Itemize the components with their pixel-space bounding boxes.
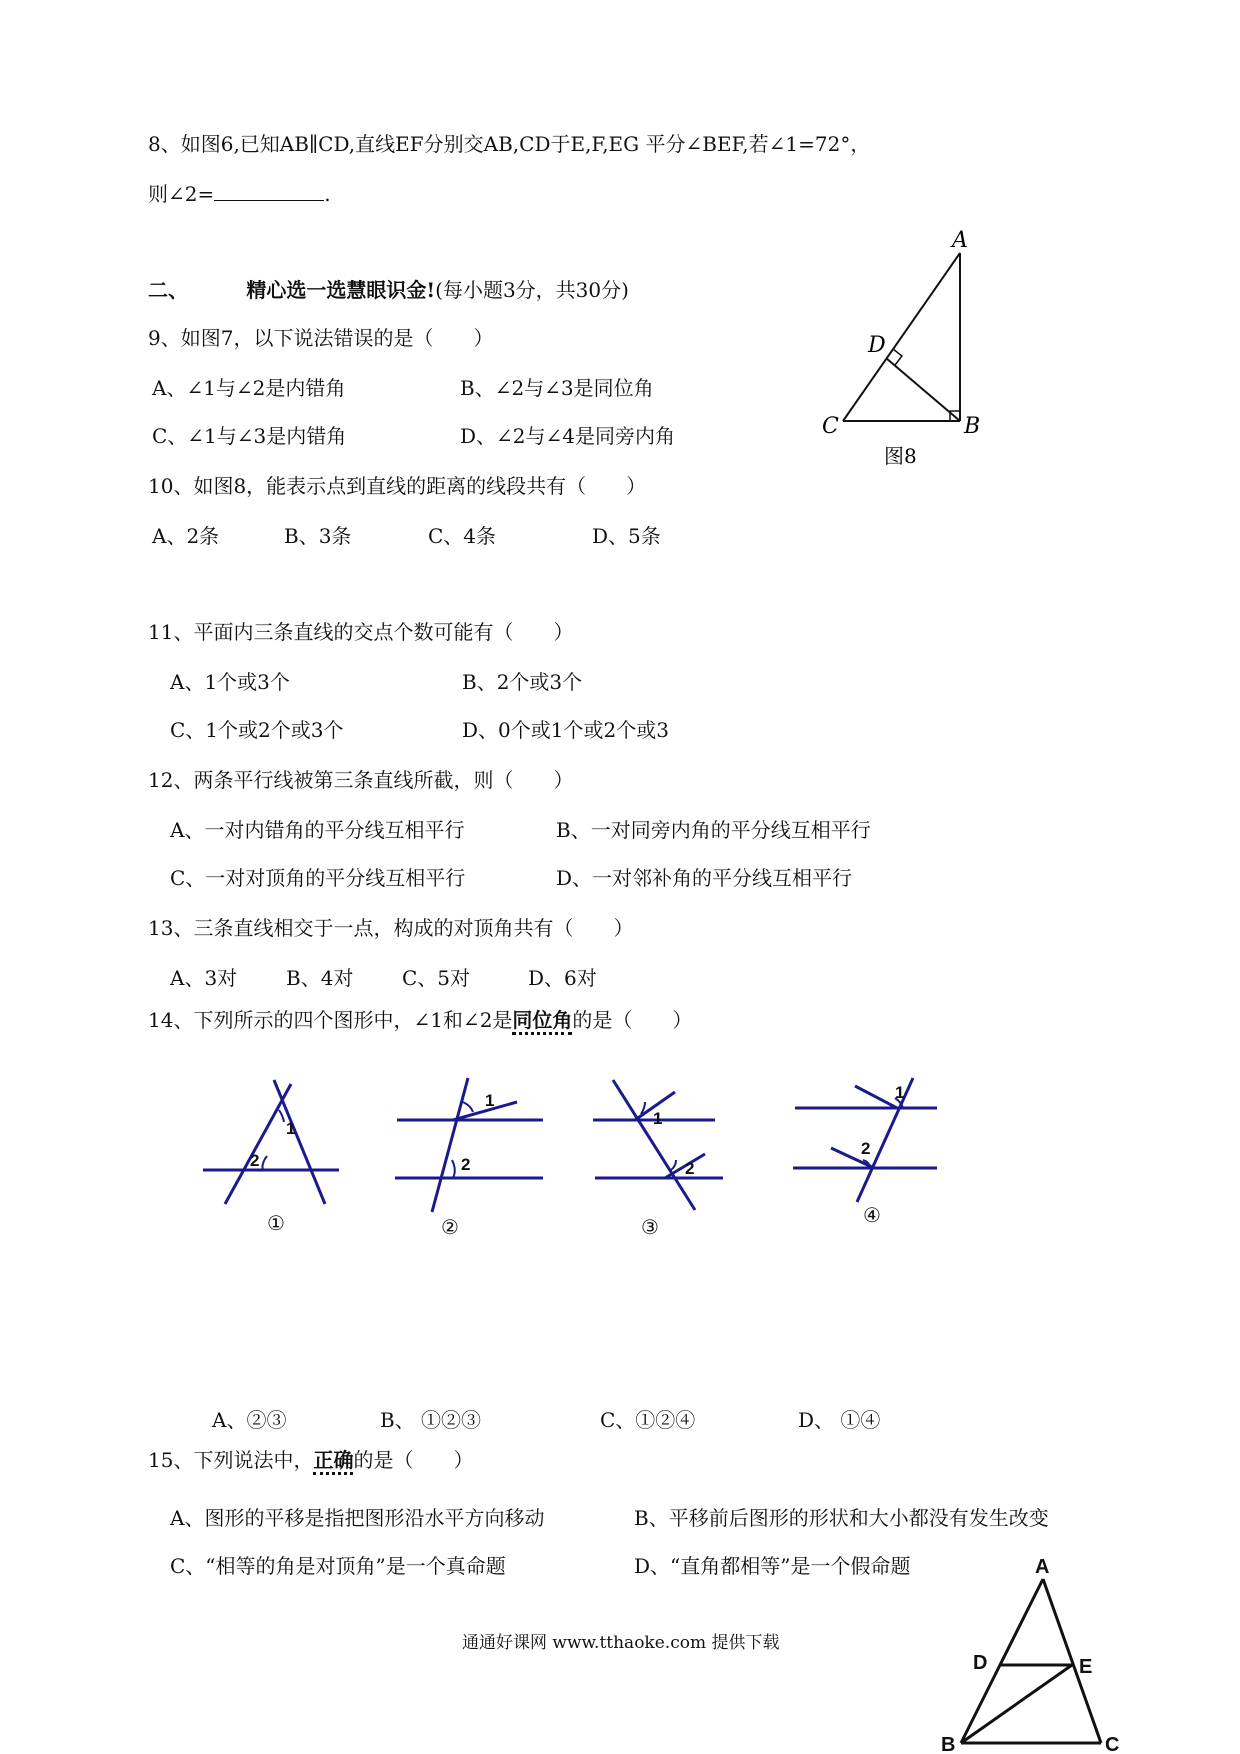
q8-answer-blank[interactable] bbox=[214, 182, 324, 201]
fig8-label-c: C bbox=[822, 414, 839, 439]
tri-label-d: D bbox=[973, 1652, 988, 1674]
q15-stem bbox=[148, 1448, 473, 1472]
fig2-number: ② bbox=[441, 1215, 459, 1239]
fig3-angle-1: 1 bbox=[653, 1109, 663, 1128]
q10-option-d[interactable]: D、5条 bbox=[592, 524, 661, 548]
q12-option-c[interactable]: C、一对对顶角的平分线互相平行 bbox=[170, 866, 466, 890]
q12-option-b[interactable]: B、一对同旁内角的平分线互相平行 bbox=[556, 818, 871, 842]
q13-option-d[interactable]: D、6对 bbox=[528, 966, 597, 990]
section2-num: 二、 bbox=[148, 278, 188, 302]
q13-option-a[interactable]: A、3对 bbox=[170, 966, 238, 990]
q14-option-c[interactable]: C、①②④ bbox=[600, 1408, 696, 1432]
section2-note: (每小题3分，共30分) bbox=[435, 278, 629, 302]
q9-stem: 9、如图7，以下说法错误的是（ ） bbox=[148, 326, 494, 350]
q15-option-b[interactable]: B、平移前后图形的形状和大小都没有发生改变 bbox=[634, 1506, 1049, 1530]
figure-triangle-ade bbox=[935, 1555, 1135, 1754]
fig1-angle-1: 1 bbox=[286, 1119, 296, 1138]
fig2-angle-2: 2 bbox=[461, 1155, 471, 1174]
fig4-number: ④ bbox=[863, 1203, 881, 1227]
q10-option-b[interactable]: B、3条 bbox=[284, 524, 352, 548]
q14-figures bbox=[195, 1070, 955, 1240]
q14-stem bbox=[148, 1008, 692, 1032]
q13-option-c[interactable]: C、5对 bbox=[402, 966, 471, 990]
q15-option-c[interactable]: C、“相等的角是对顶角”是一个真命题 bbox=[170, 1554, 506, 1578]
q13-stem: 13、三条直线相交于一点，构成的对顶角共有（ ） bbox=[148, 916, 634, 940]
q11-option-b[interactable]: B、2个或3个 bbox=[462, 670, 583, 694]
q14-option-d[interactable]: D、 ①④ bbox=[798, 1408, 881, 1432]
q10-option-c[interactable]: C、4条 bbox=[428, 524, 497, 548]
q14-stem-prefix: 14、下列所示的四个图形中，∠1和∠2是 bbox=[148, 1008, 513, 1032]
footer-source: 通通好课网 www.tthaoke.com 提供下载 bbox=[462, 1633, 780, 1653]
tri-label-e: E bbox=[1079, 1656, 1093, 1678]
q15-stem-suffix: 的是（ ） bbox=[353, 1448, 474, 1472]
q9-option-b[interactable]: B、∠2与∠3是同位角 bbox=[460, 376, 654, 400]
tri-label-c: C bbox=[1105, 1734, 1120, 1754]
tri-label-b: B bbox=[941, 1734, 956, 1754]
q15-option-a[interactable]: A、图形的平移是指把图形沿水平方向移动 bbox=[170, 1506, 545, 1530]
q14-option-b[interactable]: B、 ①②③ bbox=[380, 1408, 482, 1432]
q8-prefix: 则∠2= bbox=[148, 182, 215, 206]
q15-stem-prefix: 15、下列说法中， bbox=[148, 1448, 314, 1472]
fig2-angle-1: 1 bbox=[485, 1091, 495, 1110]
fig8-label-d: D bbox=[868, 333, 886, 358]
q12-stem: 12、两条平行线被第三条直线所截，则（ ） bbox=[148, 768, 574, 792]
fig8-label-b: B bbox=[964, 414, 981, 439]
q11-stem: 11、平面内三条直线的交点个数可能有（ ） bbox=[148, 620, 574, 644]
q14-stem-suffix: 的是（ ） bbox=[572, 1008, 693, 1032]
q14-option-a[interactable]: A、②③ bbox=[212, 1408, 287, 1432]
q14-stem-emphasis: 同位角 bbox=[512, 1008, 572, 1035]
fig1-angle-2: 2 bbox=[250, 1151, 260, 1170]
q10-stem: 10、如图8，能表示点到直线的距离的线段共有（ ） bbox=[148, 474, 647, 498]
q15-option-d[interactable]: D、“直角都相等”是一个假命题 bbox=[634, 1554, 911, 1578]
q9-option-c[interactable]: C、∠1与∠3是内错角 bbox=[152, 424, 347, 448]
q15-stem-emphasis: 正确 bbox=[313, 1448, 353, 1475]
section2-heading bbox=[148, 278, 629, 302]
q11-option-d[interactable]: D、0个或1个或2个或3 bbox=[462, 718, 669, 742]
q8-line2 bbox=[148, 182, 331, 206]
fig8-label-a: A bbox=[952, 228, 968, 253]
fig4-angle-2: 2 bbox=[861, 1139, 871, 1158]
q10-option-a[interactable]: A、2条 bbox=[152, 524, 220, 548]
q12-option-a[interactable]: A、一对内错角的平分线互相平行 bbox=[170, 818, 465, 842]
fig3-angle-2: 2 bbox=[685, 1159, 695, 1178]
tri-label-a: A bbox=[1035, 1556, 1050, 1578]
q8-line1: 8、如图6,已知AB∥CD,直线EF分别交AB,CD于E,F,EG 平分∠BEF,若∠1=72°， bbox=[148, 132, 871, 156]
q9-option-a[interactable]: A、∠1与∠2是内错角 bbox=[152, 376, 346, 400]
fig4-angle-1: 1 bbox=[895, 1083, 905, 1102]
fig8-caption: 图8 bbox=[884, 444, 917, 468]
fig3-number: ③ bbox=[641, 1215, 659, 1239]
section2-title: 精心选一选慧眼识金! bbox=[246, 278, 436, 302]
q8-suffix: . bbox=[324, 182, 331, 206]
fig1-number: ① bbox=[267, 1211, 285, 1235]
q9-option-d[interactable]: D、∠2与∠4是同旁内角 bbox=[460, 424, 675, 448]
q11-option-c[interactable]: C、1个或2个或3个 bbox=[170, 718, 344, 742]
q12-option-d[interactable]: D、一对邻补角的平分线互相平行 bbox=[556, 866, 853, 890]
figure-8 bbox=[820, 225, 1000, 470]
q13-option-b[interactable]: B、4对 bbox=[286, 966, 354, 990]
q11-option-a[interactable]: A、1个或3个 bbox=[170, 670, 290, 694]
